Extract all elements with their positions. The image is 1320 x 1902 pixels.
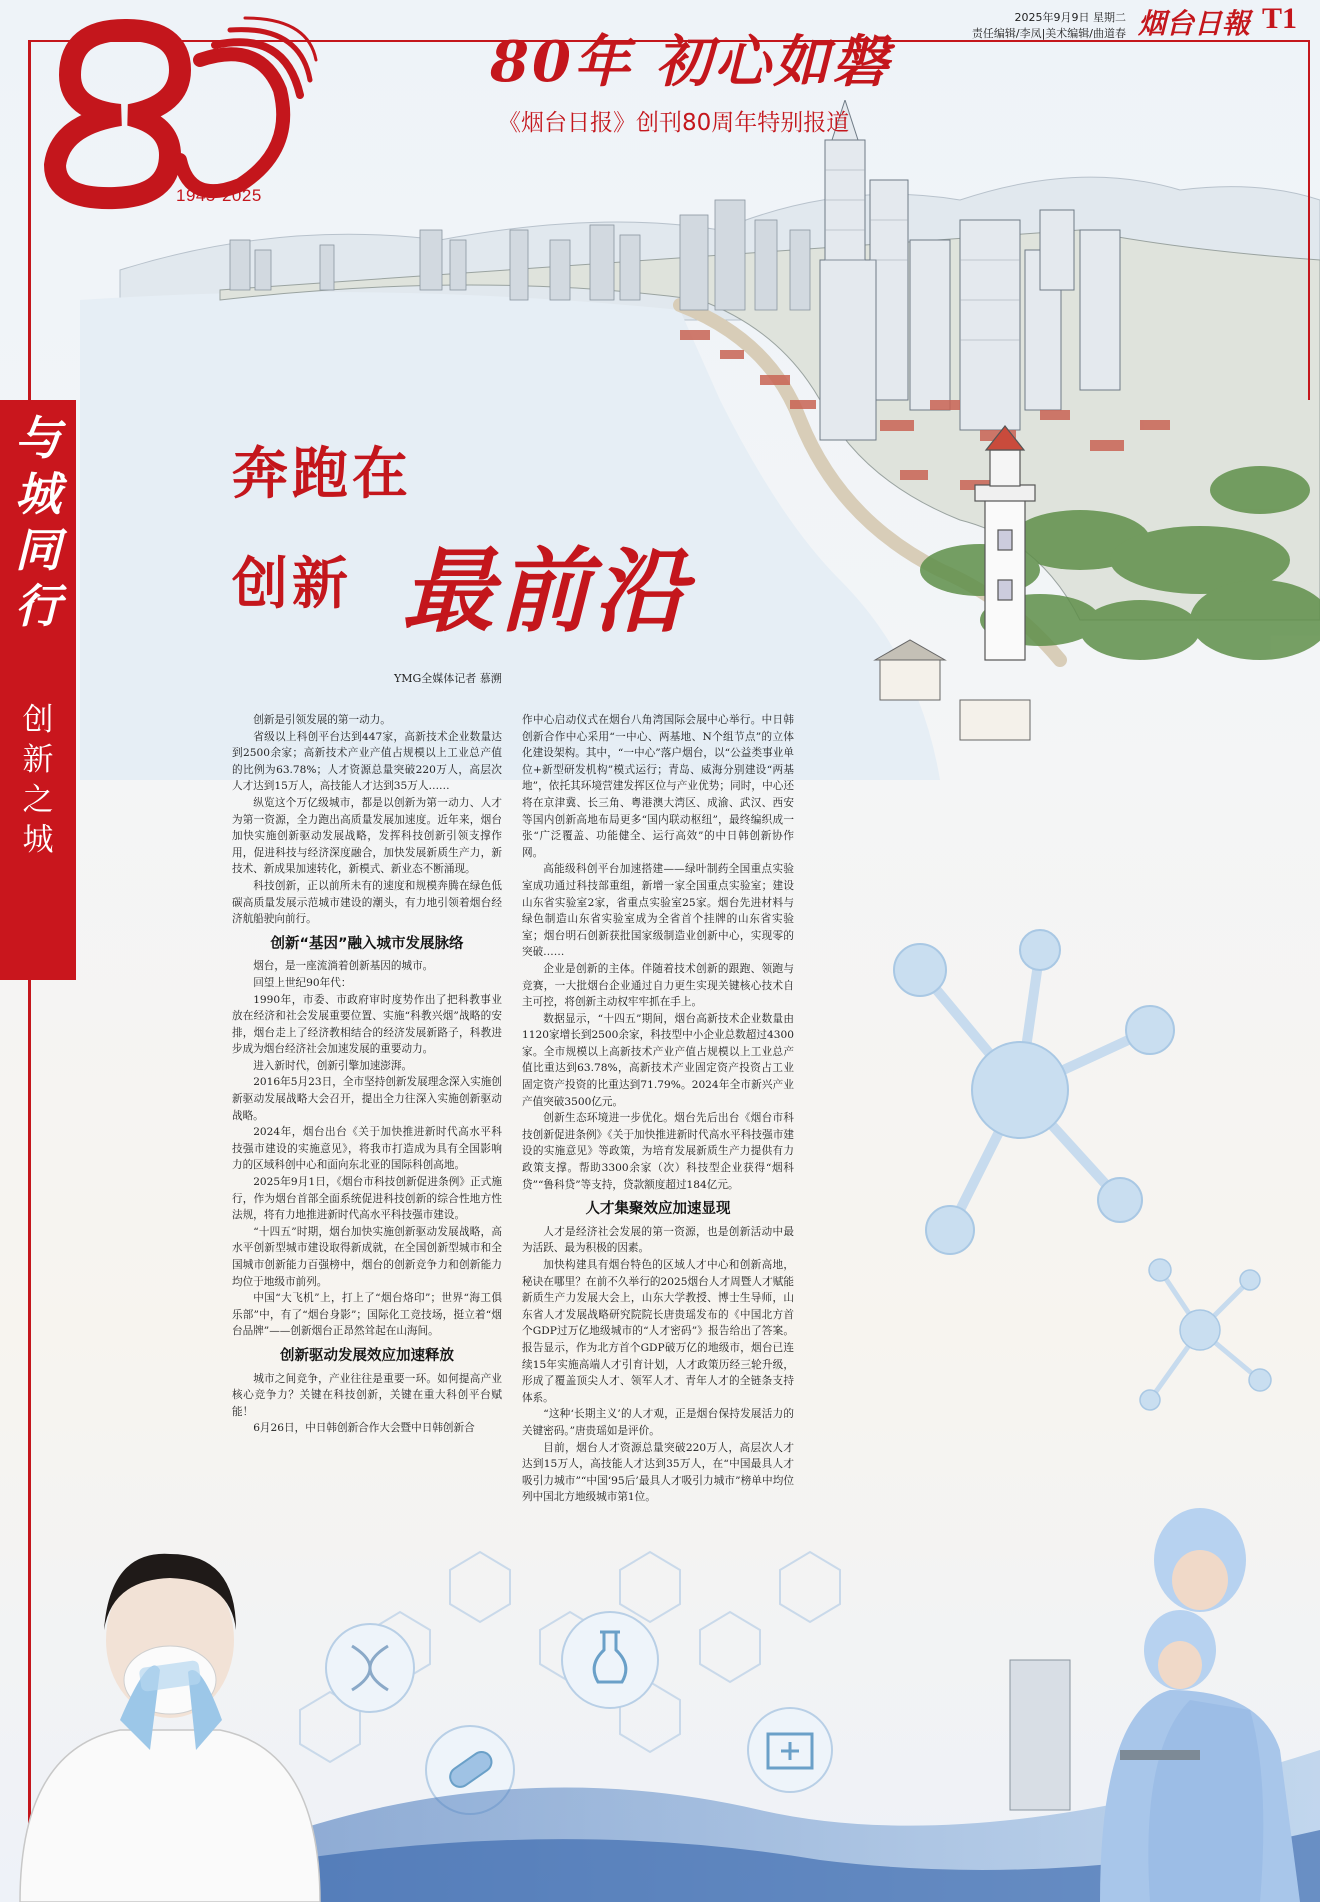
dna-icon	[326, 1624, 414, 1712]
article-column-1	[232, 712, 502, 1437]
subheading: 人才集聚效应加速显现	[585, 1201, 731, 1218]
paragraph: 目前，烟台人才资源总量突破220万人，高层次人才达到15万人，高技能人才达到35万人，在“中国最具人才吸引力城市”“中国‘95后’最具人才吸引力城市”榜单中均位列中国北方地级城市第1位。	[522, 1441, 794, 1504]
paragraph: 科技创新，正以前所未有的速度和规模奔腾在绿色低碳高质量发展示范城市建设的潮头，有力地引领着烟台经济航船驶向前行。	[232, 879, 502, 926]
subsection-char: 之	[22, 782, 54, 818]
paragraph: 纵览这个万亿级城市，都是以创新为第一动力、人才为第一资源，全力跑出高质量发展加速度。近年来，烟台加快实施创新驱动发展战略，发挥科技创新引领支撑作用，促进科技与经济深度融合，加快发展新质生产力，新技术、新成果加速转化，新模式、新业态不断涌现。	[232, 796, 502, 876]
section-char: 与	[15, 411, 61, 465]
paragraph: 1990年，市委、市政府审时度势作出了把科教事业放在经济和社会发展重要位置、实施“科教兴烟”战略的安排，烟台走上了经济教相结合的经济发展新路子，科教进步成为烟台经济社会加速发展的重要动力。	[232, 993, 502, 1056]
paragraph: 作中心启动仪式在烟台八角湾国际会展中心举行。中日韩创新合作中心采用“一中心、两基地、N个组节点”的立体化建设架构。其中，“一中心”落户烟台，以“公益类事业单位+新型研发机构”模式运行；青岛、威海分别建设“两基地”，依托其环境营建发挥区位与产业优势；同时，中心还将在京津冀、长三角、粤港澳大湾区、成渝、武汉、西安等国内创新高地布局更多“国内联动枢纽”，最终编织成一张“广泛覆盖、功能健全、运行高效”的中日韩创新协作网。	[522, 714, 794, 859]
banner-subtitle: 《烟台日报》创刊80周年特别报道	[498, 110, 850, 136]
byline: YMG全媒体记者 慕溯	[394, 672, 502, 685]
paragraph: 人才是经济社会发展的第一资源，也是创新活动中最为活跃、最为积极的因素。	[522, 1225, 794, 1255]
masthead-meta	[956, 10, 1126, 42]
paragraph: 2024年，烟台出台《关于加快推进新时代高水平科技强市建设的实施意见》，将我市打造成为具有全国影响力的区域科创中心和面向东北亚的国际科创高地。	[232, 1126, 502, 1172]
paragraph: 2025年9月1日，《烟台市科技创新促进条例》正式施行，作为烟台首部全面系统促进科技创新的综合性地方性法规，将有力地推进新时代高水平科技强市建设。	[232, 1176, 502, 1222]
paragraph: 加快构建具有烟台特色的区域人才中心和创新高地，秘诀在哪里？在前不久举行的2025烟台人才周暨人才赋能新质生产力发展大会上，山东大学教授、博士生导师，山东省人才发展战略研究院院长唐贵瑶发布的《中国北方首个GDP过万亿地级城市的“人才密码”》报告给出了答案。报告显示，作为北方首个GDP破万亿的地级市，烟台已连续15年实施高端人才引育计划，人才政策历经三轮升级，形成了覆盖顶尖人才、领军人才、青年人才的全链条支持体系。	[522, 1259, 794, 1404]
paragraph: “这种‘长期主义’的人才观，正是烟台保持发展活力的关键密码。”唐贵瑶如是评价。	[522, 1408, 794, 1437]
headline-line3: 最前沿	[402, 537, 691, 645]
headline-line2: 创新	[232, 552, 352, 617]
red-frame-right	[1308, 40, 1310, 400]
issue-date: 2025年9月9日 星期二	[1014, 11, 1126, 24]
article-column-2	[522, 712, 794, 1506]
paragraph: 数据显示，“十四五”期间，烟台高新技术企业数量由1120家增长到2500余家，科技型中小企业总数超过4300家。全市规模以上高新技术产业产值占规模以上工业总产值比重达到63.78%，高新技术产业固定资产投资占工业固定资产投资的比重达到71.79%。2024年全市新兴产业产值突破3500亿元。	[522, 1012, 794, 1108]
paragraph: 高能级科创平台加速搭建——绿叶制药全国重点实验室成功通过科技部重组，新增一家全国重点实验室；建设山东省实验室2家，省重点实验室25家。烟台先进材料与绿色制造山东省实验室成为全省首个挂牌的山东省实验室；烟台明石创新获批国家级制造业创新中心，实现零的突破……	[522, 863, 794, 959]
paragraph: 回望上世纪90年代：	[253, 976, 352, 989]
paragraph: 省级以上科创平台达到447家，高新技术企业数量达到2500余家；高新技术产业产值占规模以上工业总产值的比例为63.78%；人才资源总量突破220万人，高层次人才达到15万人，高技能人才达到35万人……	[232, 730, 502, 793]
paragraph: 创新是引领发展的第一动力。	[253, 714, 391, 726]
section-char: 同	[15, 523, 61, 577]
section-char: 城	[15, 467, 61, 521]
flask-icon	[562, 1612, 658, 1708]
section-title-vertical	[14, 410, 62, 634]
scientist-figure	[20, 1554, 320, 1902]
paragraph: “十四五”时期，烟台加快实施创新驱动发展战略，高水平创新型城市建设取得新成就，在全国创新型城市和全国城市创新能力百强榜中，烟台的创新竞争力和创新能力均位于地级市前列。	[232, 1225, 502, 1288]
paragraph: 2016年5月23日，全市坚持创新发展理念深入实施创新驱动发展战略大会召开，提出全力往深入实施创新驱动战略。	[232, 1076, 502, 1122]
subsection-char: 新	[22, 742, 54, 778]
subsection-char: 城	[22, 822, 54, 858]
paragraph: 中国“大飞机”上，打上了“烟台烙印”；世界“海工俱乐部”中，有了“烟台身影”；国际化工竞技场，挺立着“烟台品牌”——创新烟台正昂然耸起在山海间。	[232, 1292, 502, 1338]
anniversary-80-logo	[30, 0, 320, 210]
paragraph: 6月26日，中日韩创新合作大会暨中日韩创新合	[253, 1422, 475, 1435]
section-char: 行	[15, 579, 61, 633]
paragraph: 烟台，是一座流淌着创新基因的城市。	[253, 960, 434, 973]
subsection-char: 创	[22, 702, 54, 738]
editors: 责任编辑/李凤|美术编辑/曲道春	[971, 27, 1126, 40]
subheading: 创新“基因”融入城市发展脉络	[270, 935, 464, 952]
logo-years: 1945-2025	[176, 186, 262, 205]
medical-kit-icon	[748, 1708, 832, 1792]
newspaper-name: 烟台日報	[1138, 7, 1251, 40]
paragraph: 进入新时代，创新引擎加速澎湃。	[253, 1059, 413, 1072]
headline-line1: 奔跑在	[232, 442, 412, 507]
paragraph: 创新生态环境进一步优化。烟台先后出台《烟台市科技创新促进条例》《关于加快推进新时代高水平科技强市建设的实施意见》等政策，为培育发展新质生产力提供有力政策支撑。帮助3300余家（次）科技型企业获得“烟科贷”“鲁科贷”等支持，贷款额度超过184亿元。	[522, 1112, 794, 1191]
subheading: 创新驱动发展效应加速释放	[280, 1347, 454, 1364]
banner-title: 80年 初心如磐	[490, 29, 892, 95]
section-subtitle-vertical	[22, 700, 54, 860]
paragraph: 城市之间竞争，产业往往是重要一环。如何提高产业核心竞争力？关键在科技创新，关键在重大科创平台赋能！	[232, 1372, 502, 1418]
bottom-lab-scene-illustration	[0, 1450, 1320, 1902]
paragraph: 企业是创新的主体。伴随着技术创新的跟跑、领跑与竞赛，一大批烟台企业通过自力更生实现关键核心技术自主可控，将创新主动权牢牢抓在手上。	[522, 962, 794, 1009]
molecule-decoration-small	[1120, 1240, 1280, 1440]
page-number: T1	[1262, 2, 1298, 35]
